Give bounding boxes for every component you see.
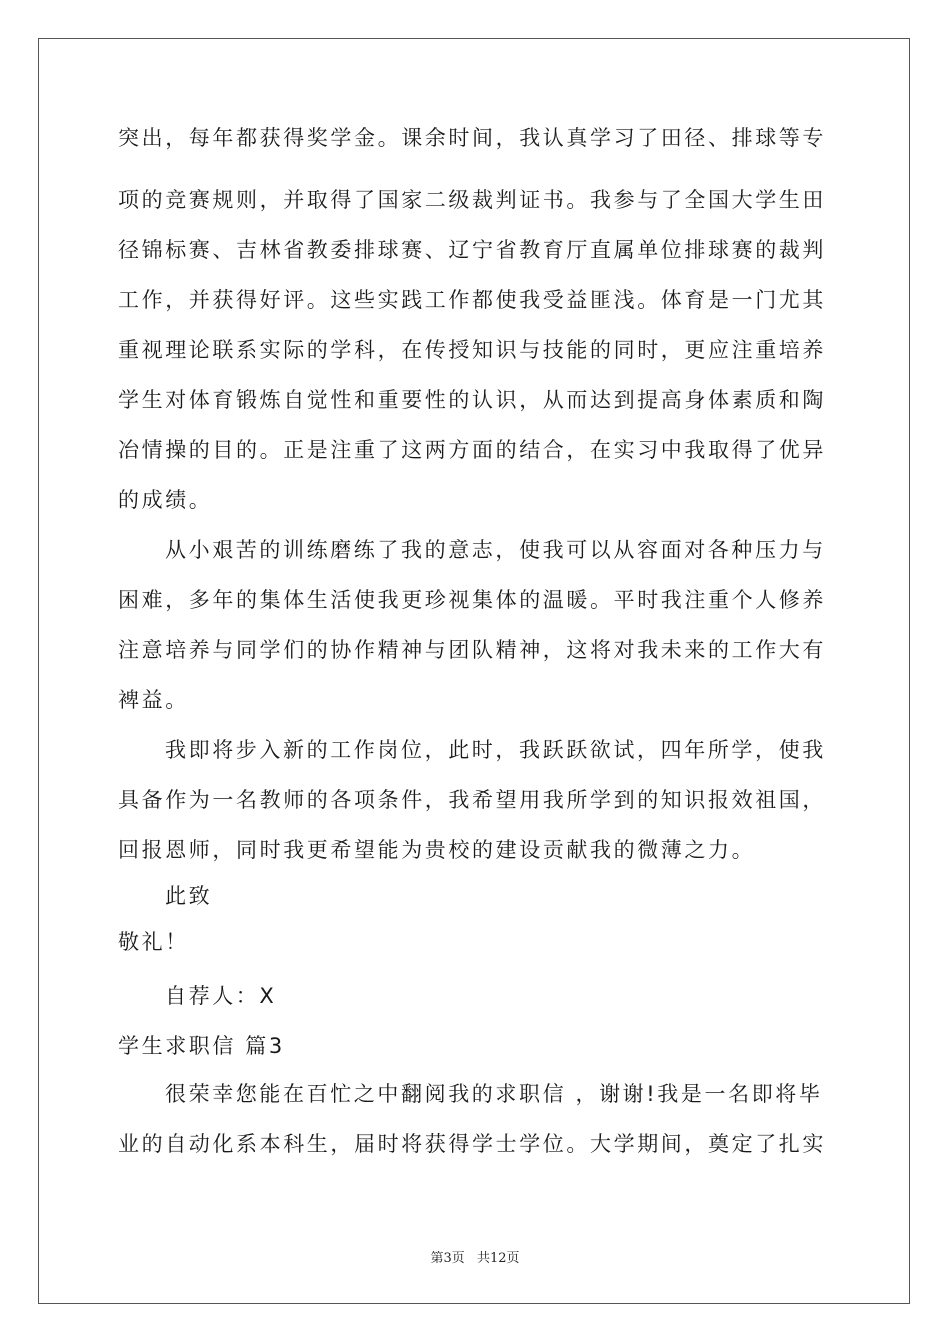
- closing-salutation: 此致: [165, 884, 213, 908]
- body-line: 的成绩。: [118, 488, 213, 512]
- page-footer: [0, 1247, 950, 1266]
- body-line: 困难，多年的集体生活使我更珍视集体的温暖。平时我注重个人修养: [118, 588, 826, 612]
- page-border: [38, 38, 910, 1304]
- paragraph-start: 很荣幸您能在百忙之中翻阅我的求职信 ，谢谢!我是一名即将毕: [165, 1082, 823, 1106]
- body-line: 裨益。: [118, 688, 189, 712]
- body-line: 突出，每年都获得奖学金。课余时间，我认真学习了田径、排球等专: [118, 126, 826, 150]
- closing-respect: 敬礼！: [118, 930, 189, 954]
- body-line: 冶情操的目的。正是注重了这两方面的结合，在实习中我取得了优异: [118, 438, 826, 462]
- body-line: 重视理论联系实际的学科，在传授知识与技能的同时，更应注重培养: [118, 338, 826, 362]
- body-line: 径锦标赛、吉林省教委排球赛、辽宁省教育厅直属单位排球赛的裁判: [118, 238, 826, 262]
- page-number: 第3页: [430, 1251, 465, 1266]
- body-line: 注意培养与同学们的协作精神与团队精神，这将对我未来的工作大有: [118, 638, 826, 662]
- body-line: 业的自动化系本科生，届时将获得学士学位。大学期间，奠定了扎实: [118, 1132, 826, 1156]
- body-line: 具备作为一名教师的各项条件，我希望用我所学到的知识报效祖国，: [118, 788, 826, 812]
- body-line: 项的竞赛规则，并取得了国家二级裁判证书。我参与了全国大学生田: [118, 188, 826, 212]
- section-heading: 学生求职信 篇3: [118, 1034, 285, 1058]
- body-line: 工作，并获得好评。这些实践工作都使我受益匪浅。体育是一门尤其: [118, 288, 826, 312]
- body-line: 回报恩师，同时我更希望能为贵校的建设贡献我的微薄之力。: [118, 838, 756, 862]
- body-line: 学生对体育锻炼自觉性和重要性的认识，从而达到提高身体素质和陶: [118, 388, 826, 412]
- paragraph-start: 从小艰苦的训练磨练了我的意志，使我可以从容面对各种压力与: [165, 538, 826, 562]
- signature-line: 自荐人：X: [165, 984, 277, 1008]
- paragraph-start: 我即将步入新的工作岗位，此时，我跃跃欲试，四年所学，使我: [165, 738, 826, 762]
- page-total: 共12页: [476, 1251, 520, 1266]
